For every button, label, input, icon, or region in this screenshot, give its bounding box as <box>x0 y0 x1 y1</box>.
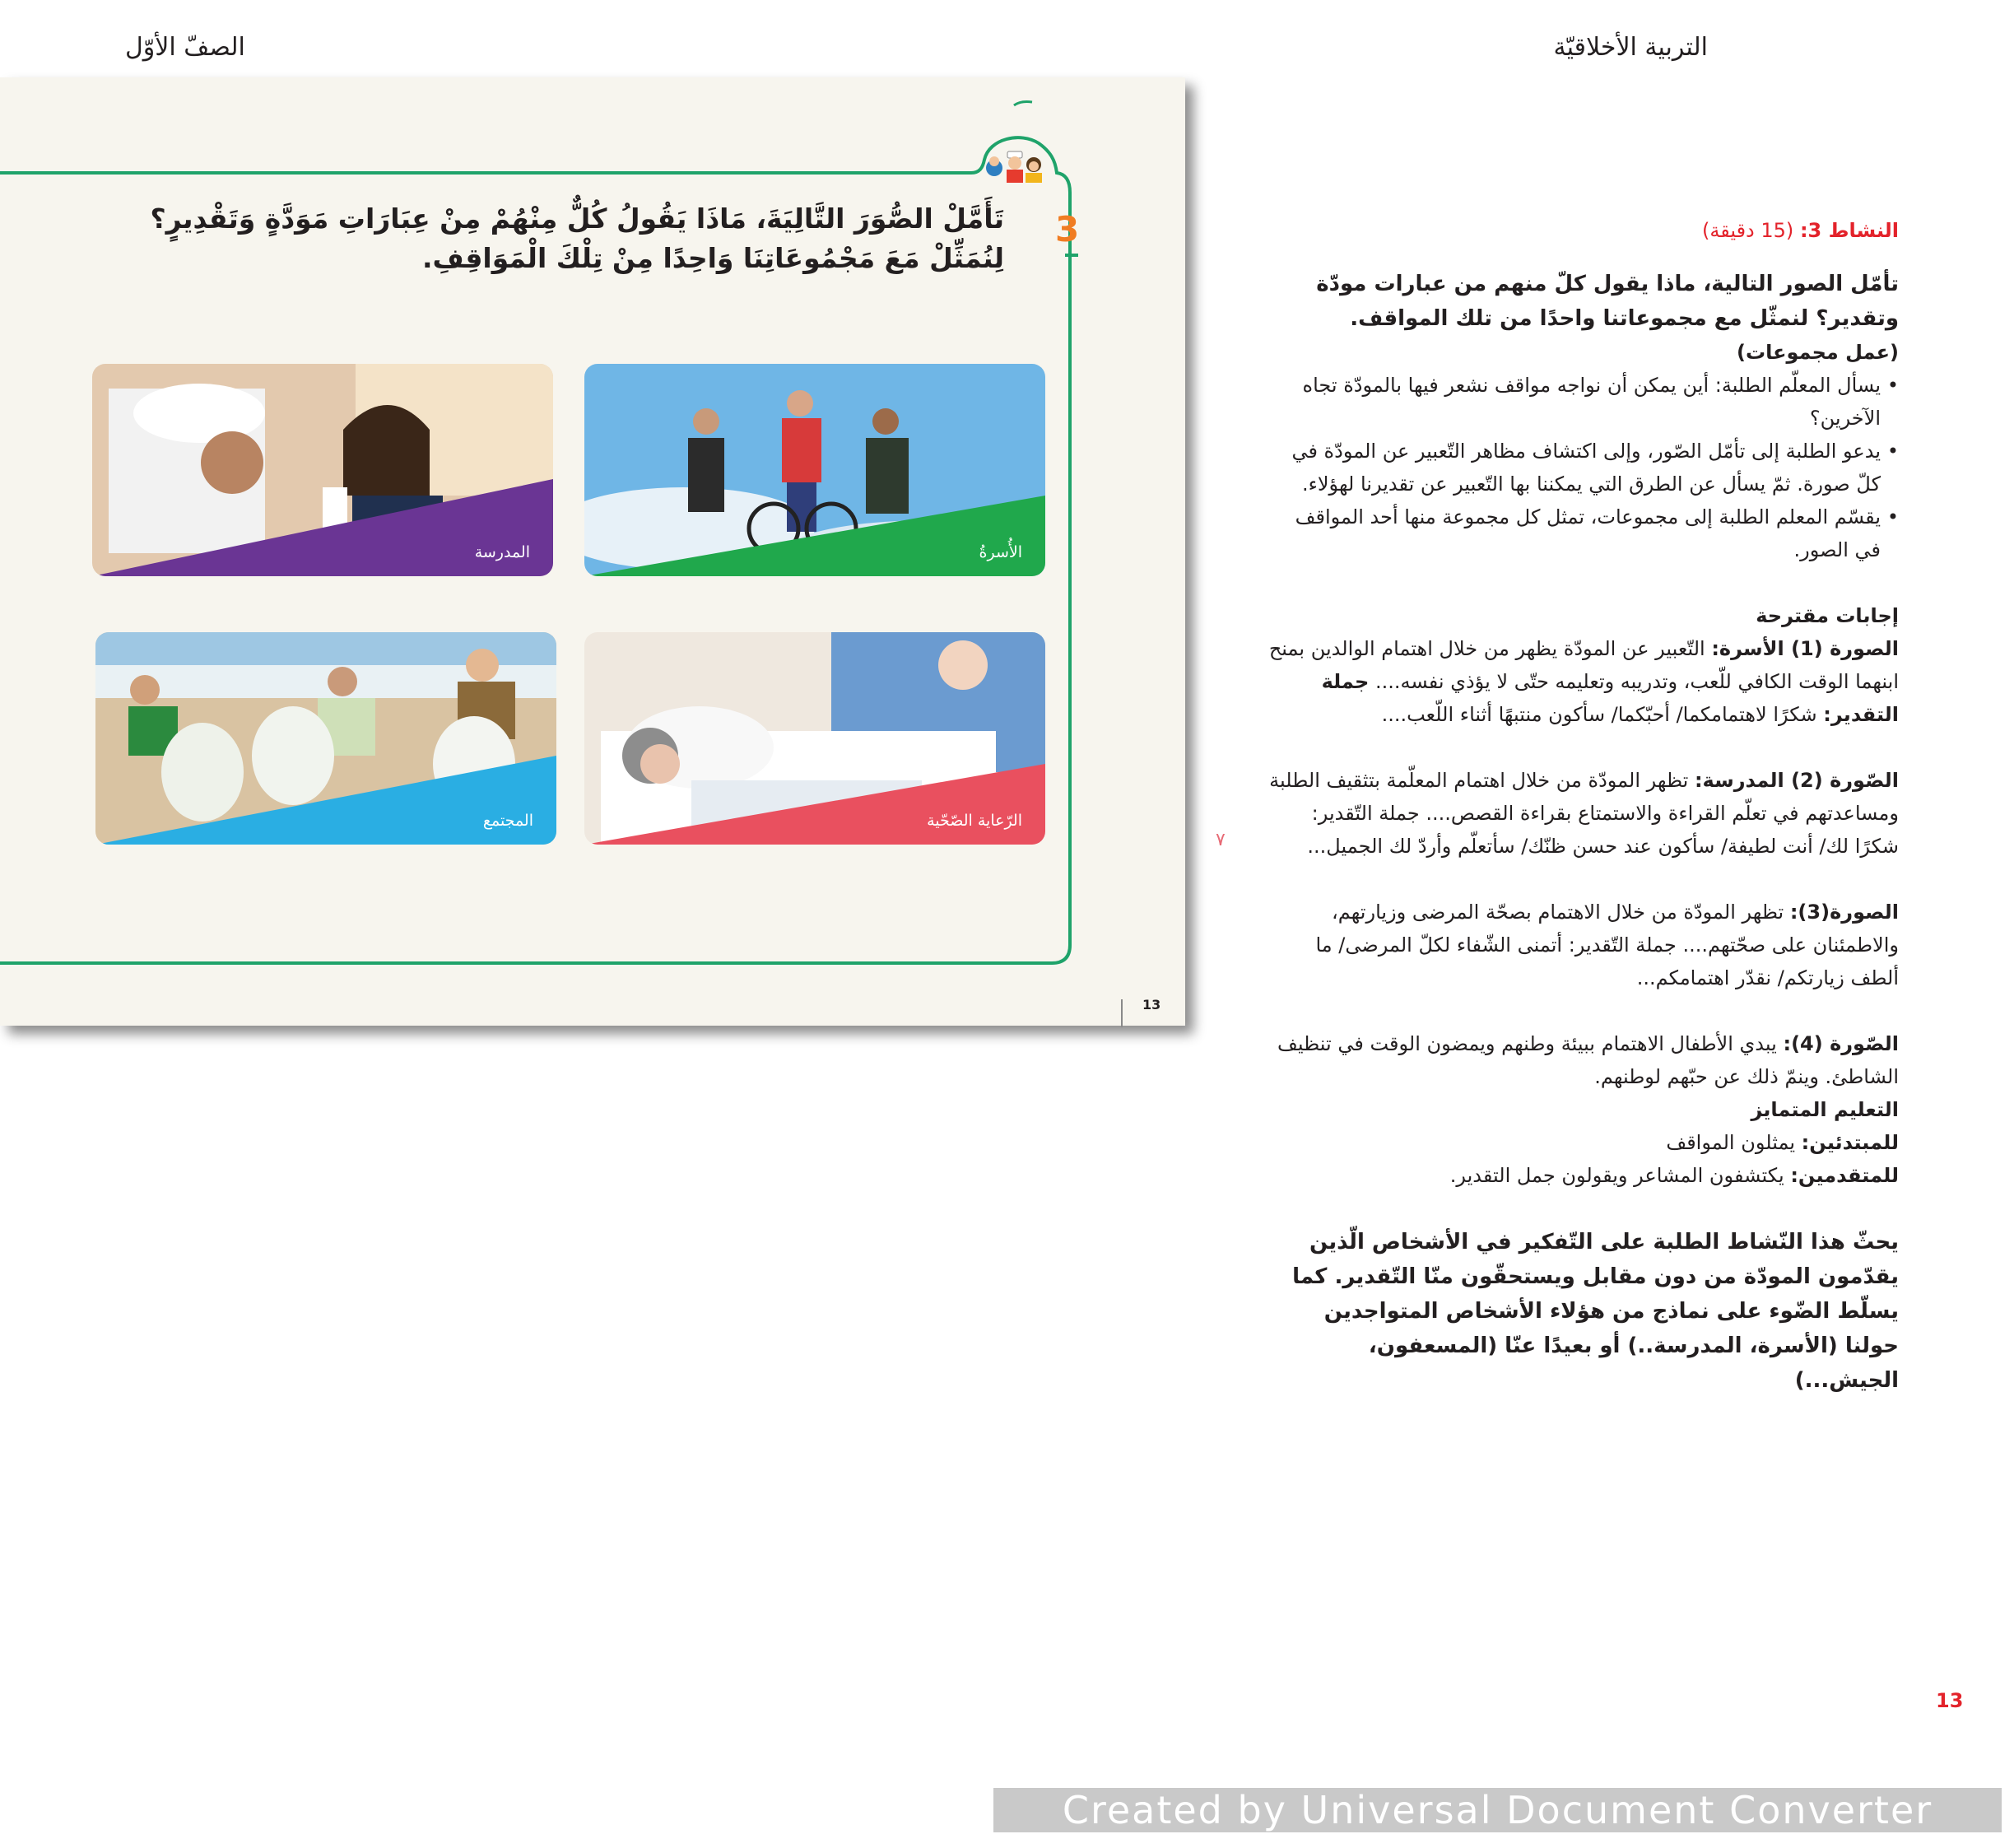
advanced-text: يكتشفون المشاعر ويقولون جمل التقدير. <box>1449 1164 1784 1187</box>
book-page-number: 13 <box>1142 997 1161 1012</box>
caption-family: الأُسرةُ <box>979 543 1022 561</box>
activity-number: 3 <box>1055 209 1080 249</box>
page-number: 13 <box>1936 1689 1964 1712</box>
answer-text: تظهر المودّة من خلال الاهتمام بصحّة المرضى وزيارتهم، والاطمئنان على صحّتهم.... جملة التّقدير: أتمنى الشّفاء لكلّ المرضى/ ما ألطف زيارتكم/ نقدّر اهتمامكم... <box>1315 901 1899 989</box>
phrase-text: شكرًا لاهتمامكما/ أحبّكما/ سأكون منتبهًا أثناء اللّعب.... <box>1381 703 1817 726</box>
subject-title: التربية الأخلاقيّة <box>1553 33 1708 62</box>
answers-title: إجابات مقترحة <box>1756 604 1899 627</box>
teacher-guide <box>1265 214 1899 1398</box>
photo-family <box>584 364 1045 576</box>
answer-text: يبدي الأطفال الاهتمام ببيئة وطنهم ويمضون الوقت في تنظيف الشاطئ. وينمّ ذلك عن حبّهم لوطنهم. <box>1277 1032 1899 1088</box>
advanced-label: للمتقدمين: <box>1790 1164 1899 1187</box>
activity-heading <box>1265 214 1899 247</box>
closing-paragraph: يحثّ هذا النّشاط الطلبة على التّفكير في الأشخاص الّذين يقدّمون المودّة من دون مقابل ويستحقّون منّا التّقدير. كما يسلّط الضّوء على نماذج من هؤلاء الأشخاص المتواجدين حولنا (الأسرة، المدرسة..) أو بعيدًا عنّا (المسعفون، الجيش...) <box>1292 1230 1899 1393</box>
phrase-label: جملة التقدير: <box>1321 670 1899 726</box>
photo-healthcare <box>584 632 1045 845</box>
student-book-page <box>0 77 1185 1026</box>
activity-duration: (15 دقيقة) <box>1701 219 1794 242</box>
question-line-1: تَأَمَّلْ الصُّوَرَ التَّالِيَةَ، مَاذَا يَقُولُ كُلٌّ مِنْهُمْ مِنْ عِبَارَاتِ مَوَدَّةٍ وَتَقْدِيرٍ؟ <box>150 202 1004 235</box>
answer-label: الصورة(3): <box>1789 901 1899 924</box>
answer-image-2 <box>1265 764 1899 863</box>
beginners-line <box>1265 1126 1899 1159</box>
answer-label: الصّورة (4): <box>1783 1032 1899 1055</box>
grade-title: الصفّ الأوّل <box>125 33 245 62</box>
bullet-item: • يدعو الطلبة إلى تأمّل الصّور، وإلى اكتشاف مظاهر التّعبير عن المودّة في كلّ صورة. ثمّ يسأل عن الطرق التي يمكننا بها التّعبير عن تقديرنا لهؤلاء. <box>1265 435 1899 500</box>
work-mode: (عمل مجموعات) <box>1736 341 1899 364</box>
caption-school: المدرسة <box>474 543 530 561</box>
activity-intro: تأمّل الصور التالية، ماذا يقول كلّ منهم من عبارات مودّة وتقدير؟ لنمثّل مع مجموعاتنا واحدًا من تلك المواقف. <box>1316 272 1899 331</box>
answer-text: تظهر المودّة من خلال اهتمام المعلّمة بتثقيف الطلبة ومساعدتهم في تعلّم القراءة والاستمتاع بقراءة القصص.... جملة التّقدير: شكرًا لك/ أنت لطيفة/ سأكون عند حسن ظنّك/ سأتعلّم وأردّ لك الجميل... <box>1269 769 1899 858</box>
answer-text: التّعبير عن المودّة يظهر من خلال اهتمام الوالدين بمنح ابنهما الوقت الكافي للّعب، وتدريبه وتعليمه حتّى لا يؤذي نفسه.... <box>1268 637 1899 693</box>
bullet-item: • يقسّم المعلم الطلبة إلى مجموعات، تمثل كل مجموعة منها أحد المواقف في الصور. <box>1265 500 1899 566</box>
beginners-label: للمبتدئين: <box>1801 1131 1899 1154</box>
caption-healthcare: الرّعاية الصّحّية <box>927 812 1022 830</box>
bullet-item: • يسأل المعلّم الطلبة: أين يمكن أن نواجه مواقف نشعر فيها بالمودّة تجاه الآخرين؟ <box>1265 369 1899 435</box>
answer-label: الصّورة (2) المدرسة: <box>1694 769 1899 792</box>
answer-image-1 <box>1265 632 1899 731</box>
advanced-line <box>1265 1159 1899 1192</box>
photo-school <box>92 364 553 576</box>
stray-mark: ٧ <box>1216 830 1226 850</box>
activity-title: النشاط 3: <box>1799 219 1899 242</box>
family-icon <box>978 147 1052 183</box>
question-line-2: لِنُمَثِّلْ مَعَ مَجْمُوعَاتِنَا وَاحِدًا مِنْ تِلْكَ الْمَوَاقِفِ. <box>421 242 1004 274</box>
photo-community <box>95 632 556 845</box>
differentiated-title: التعليم المتمايز <box>1751 1098 1899 1121</box>
page-divider <box>1121 999 1123 1027</box>
watermark: Created by Universal Document Converter <box>993 1788 2002 1832</box>
beginners-text: يمثلون المواقف <box>1666 1131 1795 1154</box>
answer-image-3 <box>1265 896 1899 994</box>
answer-label: الصورة (1) الأسرة: <box>1711 637 1899 660</box>
answer-image-4 <box>1265 1027 1899 1093</box>
caption-community: المجتمع <box>482 812 533 830</box>
